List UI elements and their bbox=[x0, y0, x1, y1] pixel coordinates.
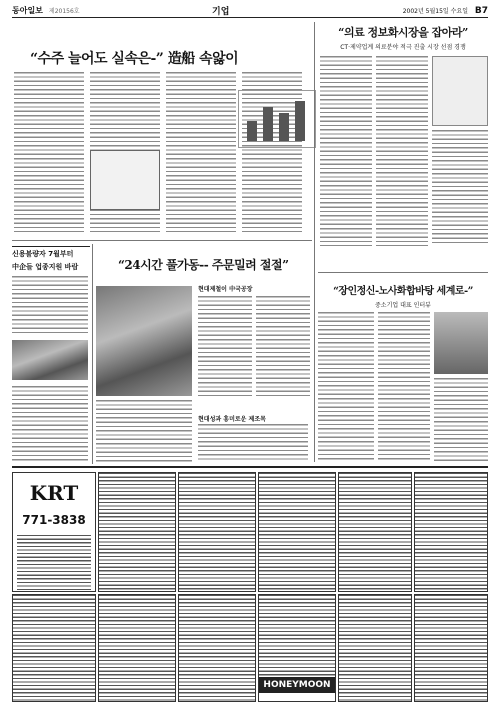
ad-slot-7 bbox=[12, 594, 96, 702]
center-col3 bbox=[96, 400, 192, 462]
ad-slot-9 bbox=[178, 594, 256, 702]
ad-slot-3 bbox=[178, 472, 256, 592]
ad-slot-4 bbox=[258, 472, 336, 592]
masthead bbox=[12, 4, 488, 18]
ad-honeymoon-banner: HONEYMOON bbox=[259, 677, 335, 693]
edition-number: 제20156호 bbox=[48, 8, 80, 15]
center-kicker-1: 현대제철이 中국공장 bbox=[198, 286, 253, 293]
ad-slot-8 bbox=[98, 594, 176, 702]
interviewee-photo bbox=[434, 312, 488, 374]
main-article-callout bbox=[90, 150, 160, 210]
newspaper-brand: 동아일보 bbox=[12, 6, 43, 15]
ad-slot-6 bbox=[414, 472, 488, 592]
issue-date: 2002년 5월15일 수요일 bbox=[402, 8, 468, 15]
main-article-col1 bbox=[14, 72, 84, 232]
ad-krt-logo: KRT bbox=[29, 481, 79, 505]
interview-col1 bbox=[318, 312, 374, 462]
center-col2 bbox=[256, 296, 310, 396]
side-story-1-label: 신용불량자 7월부터 bbox=[12, 246, 90, 259]
right-headline: “의료 정보화시장을 잡아라” bbox=[338, 26, 468, 39]
side-story-body-2 bbox=[12, 386, 88, 462]
center-kicker-2: 현대성과 흥미로운 제조목 bbox=[198, 416, 266, 423]
right-article-diagram bbox=[432, 56, 488, 126]
right-article-col3 bbox=[432, 130, 488, 246]
main-headline: “수주 늘어도 실속은-” 造船 속앓이 bbox=[30, 51, 239, 67]
right-article-col2 bbox=[376, 56, 428, 246]
classified-ads bbox=[0, 468, 500, 707]
ad-slot-11 bbox=[338, 594, 412, 702]
side-story-body-1 bbox=[12, 276, 88, 336]
right-subhead: CT·제약업계 의료분야 적극 진출 시장 선점 경쟁 bbox=[340, 44, 466, 51]
center-photo bbox=[96, 286, 192, 396]
interview-subhead: 중소기업 대표 인터뷰 bbox=[375, 302, 431, 309]
shipbuilding-chart bbox=[238, 90, 316, 148]
ad-slot-2 bbox=[98, 472, 176, 592]
ad-krt-phone: 771-3838 bbox=[22, 513, 86, 527]
main-article-col3 bbox=[166, 72, 236, 232]
interview-col2 bbox=[378, 312, 430, 462]
right-article-col1 bbox=[320, 56, 372, 246]
side-story-photo bbox=[12, 340, 88, 380]
ad-honeymoon bbox=[258, 594, 336, 702]
center-col4 bbox=[198, 424, 308, 462]
ad-slot-5 bbox=[338, 472, 412, 592]
side-story-2-label: 中企들 업종지원 바람 bbox=[12, 263, 79, 271]
center-col1 bbox=[198, 296, 252, 396]
interview-headline: “장인정신-노사화합바탕 세계로-” bbox=[333, 286, 473, 297]
ad-krt bbox=[12, 472, 96, 592]
interview-col3 bbox=[434, 378, 488, 462]
ad-slot-12 bbox=[414, 594, 488, 702]
page-number: B7 bbox=[474, 5, 488, 16]
center-headline: “24시간 풀가동-- 주문밀려 절절” bbox=[118, 258, 289, 272]
section-title: 기업 bbox=[212, 7, 230, 17]
